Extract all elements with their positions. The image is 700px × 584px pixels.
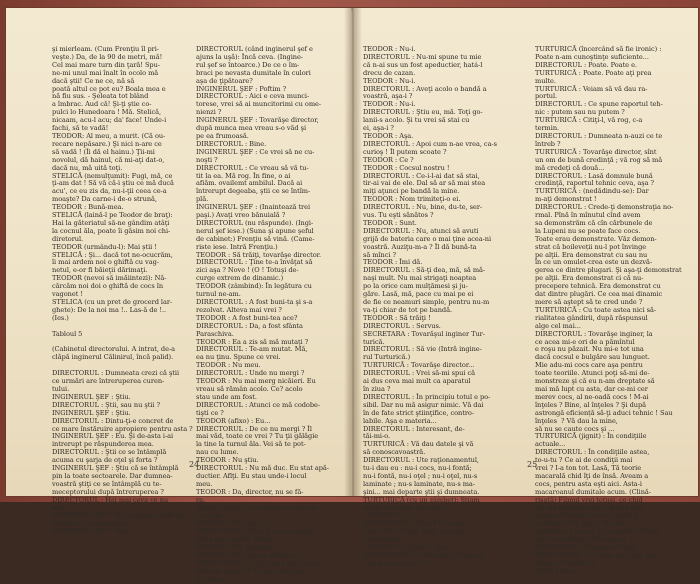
left-page-number: 24 [189, 460, 200, 469]
book-gutter [344, 8, 362, 496]
left-page-column-1: şi mierleam. (Cum Frenţiu îl pri- veşte.) Da, de la 90 de metri, mă! Cel mai mare turn din ţară! Spu- ne-mi unul mai înalt în ocolo mă dacă ştii! Ce ne ce, nă să poată altul ce pot eu? Boala mea e nă fiu sus. - Şeleata tot blând a îmbrac. Aud că! Şi-ţi ştie co- pulci lo Hunedoara ! Mă. Stelică, nicaam, acu-l acu; da' face! Unde-i fachi, să te vadă! TEODOR: Al meu, a murit. (Că ou- recare nepăsare.) Şi nici n-are ce să vadă ! (Îi dă el hainu.) Ţii-mi novolul, dă hainul, că mi-aţi dat-o, dacă nu, mă uită toţi. STELICĂ (nemulţumit): Fugi, mă, ce ţi-am dat ! Să vă că-i ştiu ce mă ducă acu', ce eu zis da, nu-i-ţii ceea ce-a moaşte? Da carne-i de-o strună, TEODOR : Bună-mea. STELICĂ (laină-l pe Teodor de braţ): Hai la găteriatul să-ne gândim atâţi la cocnul ăla, poate îi găsim noi chi- diretorul. TEODOR (urmându-l): Mai știi ! STELICĂ : Şi... dacă tot ne-ocucrăm, îi mai ardem noi o ghiftă cu vag- netul, e-or fi băieţii dărimaţi. TEODOR (nevoi să imăiintezi): Nă- cărcăm noi doi o ghiftă de cocs în vagonet ! STELICA (cu un pret de grocerd lar- ghete): De la noi ma !.. Las-ă de !.. (Ies.) Tabloul 5 (Cabinetul directorului. A intrat, de-a clăpă inginerul Călinirul, încă palid). DIRECTORUL : Dumneata crezi că ştii ce urmări are întreruperea curen- tului. INGINERUL ŞEF : Ştiu. DIRECTORUL : Ştii, sau nu ştii ? INGINERUL ŞEF : Ştiu. DIRECTORUL : Dintu-ţi-e concret de ce mare înstăruire apropiere pentru asta ? INGINERUL ŞEF : Eu. Şi de-asta i-ai intrerupt pe răspunderea mea. DIRECTORUL : Ştii ce se întâmplă acuma cu şarja de oţel şi forta ? INGINERUL ŞEF : Ştiu că se întâmplă pin la toate sectoarele. Dar dumnea- voastră ştiţi ce se întâmplă cu te- meceptorului după întreruperea ? DIRECTORUL : Hai mai ceva ce nu mine ? INGINERUL ŞEF : Nu. Astepit verificare turbinei şi a cazanului. INGINERUL ŞEF : Bine. [52, 45, 193, 536]
right-page-number: 25 [527, 460, 538, 469]
left-page [6, 8, 351, 583]
left-page-column-2: DIRECTORUL (când inginerul şef e ajuns la uşă): Încă ceva. (Ingine- rul şef se întoarce.) De ce o îm- braci pe nevasta dumitale în culori aşa de ţipătoare? INGINERUL ŞEF : Poftim ? DIRECTORUL : Aici e ceva munci- torese, vrei să ai muncitorimi cu ome- nienzi ? INGINERUL ŞEF : Tovarăşe director, după munca mea vreau s-o văd şi pe ea frumoasă. DIRECTORUL : Bine. INGINERUL ŞEF : Ce vrei să ne cu- noşti ? DIRECTORUL : Ce vreau să vă tu- tit la ea. Mă rog. În fine, o ai afiăm. ovailemt ambilul. Dacă ai întrerupt degeaba, ştii ce se întîm- plă. INGINERUL ŞEF : (Inaintează trei paşi.) Avaţi vreo bănuială ? DIRECTORUL (nu răspunde). (Ingi- nerul şef iese.) (Suna şi apune şeful de cabinet:) Frenţiu să vină. (Came- riste iese. Intră Frenţiu.) TEODOR : Să trăiţi, tovarăşe director. DIRECTORUL : Ţine te-a învăţat să zici aşa ? Nove ! (O ! Totuşi de- curge extrem de dinamic.) TEODOR (zâmbind): În legătura cu turnul ne-am. DIRECTORUL : A fost buni-ta şi s-a rezolvat. Alteva mai vrei ? TEODOR : A fost buni-tea ace? DIRECTORUL : Da, a fost sfânta Paraschiva. TEODOR : Ea a zis să mă mutaţi ? DIRECTORUL : Te-am mutat. Mă, ea nu ţinu. Spune ce vrei. TEODOR : Nu meu. DIRECTORUL : Unde nu mergi ? TEODOR : Nu mai merg nicăieri. Eu vreau să rămân acolo. Ce? acolo stau unde am fost. DIRECTORUL : Atunci ce mă codobe- tişti ce ? TEODOR (afixo) : Eu... DIRECTORUL : De ce nu mergi ? Îl mai văd, toate ce vrei ? Tu ţii gălăgie la tine la turnul ăla. Vei să te pot- nau cu lume. TEODOR : Nu ştiu. DIRECTORUL : Nu mă duc. Eu stat apă- ductier. Aflţi. Eu stau unde-i locul meu. TEODOR : Da, director, nu se fă- ra. DIRECTORUL : Nu meşte cu totul sa cu gripa ? TEODOR : Nu vreţi ? DIRECTORUL : Hai că te mai unde-i mătă mai binele. Merşi ? TEODOR : Nu, glumesc. TEODOR : Nici eu nu glumesc. DIRECTORUL : Ce-ţi place ţie, mă, la băterile acelea ? Îi prea cald pen- tru tine. [196, 45, 329, 583]
open-book [6, 8, 698, 583]
right-page-column-2: TURTURICĂ (încercând să fie ironic) : Poate n-am cunoştinţe suficiente... DIRECTORUL : Poate. Poate e. TURTURICĂ : Poate. Poate aţi prea multe. TURTURICĂ : Veiam să vă dau ra- portul. DIRECTORUL : Ce spune raportul teh- nic : putem sau nu putem ? TURTURICĂ : Citiţi-l, vă rog, c-a termin. DIRECTORUL : Dumneata n-auzi ce te întreb ? TURTURICĂ : Tovarăşe director, sînt un om de bună credinţă ; vă rog să mă mă credeţi că două... DIRECTORUL : Lasă domnule bună credinţă, raportul tehnic ceva, aşa ? TURTURICĂ : (nedădindu-se): Dar m-aţi demonstrat ! DIRECTORUL : Crede-ţi demonstraţia no- rmal. Pînă în mînutul cînd avem sa demonstrăm că cîn cărbunele de la Lupeni nu se poate face cocs. Toate erau demonstrate. Văz demon- strat că boileveții nu-l pot învinge pe alţii. Era demonstrat cu sau nu în ce un omulet-crea este un dezvă- gerea ce dintre plugari. Şi aşa-ţi demonstrat pe alţii. Era demonstrat ci că nu- precepere tehnică. Era demonstrat cu dat dintre plugări. Ce cea mai dinamic mere să aştept să te cred unde ? TURTURICĂ : Cu toate astea nici să- rialitatea gândirii, după răspunsul alge cel mai... DIRECTORUL : Tovarăşe inginer, la ce acea mi-e ori de a pămîntul e roşu nu păzait. Nu mi-e tot una dacă cocsul e bulgăre sau lunguet. Mie adu-mi cocs care aşa pentru toate teoriile. Atunci poţi să-mi de- monstreze şi că eu n-am dreptate să mai mă lupt cu asta, dar ce-mi cer merev cocs, al ne-oadă cocs ! M-ai înţeles ? Bine, al înţeles ? Şi după astrongă eficiență să-ţi aduci tehnic ! Sau înţeles ? Vă dau la mine, să nu se caute cocs şi ... TURTURICĂ (jignit) : În condiţiile actuale... DIRECTORUL : În condiţiile astea, to-u-tu ? Ce ai de condiţii mai vrei ? I-a ton tot. Lasă, Tă teorie macarală chid îţi de însă. Aveam a cocs, pentru asta eşti aici. Asta-i macaroanul dumitale acum. (Clină- risată) Filmul vrei totuşi, ce chid coi ale politicii mare ? Parcă vezi acuma. Numărul în tot jucată-ţi să hmari. Vei care. Nu ştii rezolvat-o ! Unu-e. S-o repede ! (Sună şefe de cabinet.) Cine mai e ? SECRETARA : Tovarăşul Urlea. DIRECTORUL : Trebuia să-l bagi îna- intea lui Turturică. (Intră Urlea.) [535, 45, 682, 575]
right-page [353, 8, 698, 575]
right-page-column-1: TEODOR : Nu-i. DIRECTORUL : Nu-mi spune tu mie că n-ai sus un fost apeductier, hatá-l drecu de cazan. TEODOR : Nu-i. DIRECTORUL : Aveţi acolo o bandă a voastră, aşa-i ? TEODOR : Nu-i. DIRECTORUL : Ştiu eu, mă. Toţi go- lanii-s acolo. Şi tu vrei să stai cu ei, aşa-i ? TEODOR : Aşa. DIRECTORUL : Apoi cum n-ae vrea, ca-s curioş ! Îl putem scoate ? TEODOR : Ce ? TEODOR : Cocsul nostru ! DIRECTORUL : Ce-i-l-ai dat să stai, tir-ai vai de ele. Dal să ar să mai stea miţi aţunci pe bandă la mine. TEODOR : Nom trimiteţi-o ei. DIRECTORUL : Nu, bine, du-te, ser- vus. Tu eşti sănătos ? TEODOR : Sunt. DIRECTORUL : Nu, atunci să avuti grijă de bateria care o mai ţine acea-ni voastră. Auziţu-m-a ? Îl dă bună-ta să mînci ? TEODOR : Îmi dă. DIRECTORUL : Să-ţi dea, mă, să mă- naşi mult. Nu mai strigaţi noaptea po la orice cam mulţămesi şi ju- găre. Lasă, mă, pace cu mai pe ei de fie ce neamuri simple, pentru nu-m va-ţi chiar de tot pe bandă. TEODOR : Să trăiţi ! DIRECTORUL : Servus. SECRETARA : Tovarăşul inginer Tur- turică. DIRECTORUL : Să vie (Intră ingine- rul Turturică.) TURTURICĂ : Tovarăşe director... DIRECTORUL : Vrei să-mi spui că ai dus ceva mai mult ca aparatul în ziua ? DIRECTORUL : În principiu totul e po- sibil. Dar nu mă asigur nimic. Vă dai în de fate strict ştiinţifice, contro- labile. Aşa e materia... DIRECTORUL : Interesant, de- tăi-mi-o. TURTURICĂ : Vă dau datele şi vă să conoscavoastră. DIRECTORUL : Ute raţionamentul, tu-i dau eu : nu-i cocs, nu-i fontă; nu-i fontă, nu-i oţel ; nu-i oţel, nu-s laminate ; nu-s laminate, nu-s ma- şini... mai departe ştii şi dumneata. TURTURICĂ (cu un zâmbet): Ştiam şi aşa, tovarăşe director... TURTURICĂ : Ce ? DIRECTORUL : Ce e ? N-ai cor- ţiine ? Nu ! Aveţi dacă, voi alge- briştii ăştia... TURTURICĂ (jignit) : Am. DIRECTORUL (cu intenţie) : Pune că totuşi n-ai ceva. Ce ? [363, 45, 497, 567]
